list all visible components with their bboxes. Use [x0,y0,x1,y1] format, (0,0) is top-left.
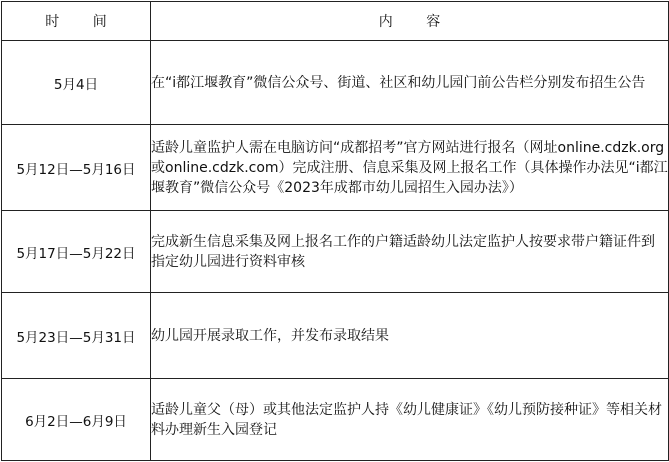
row-content: 适龄儿童监护人需在电脑访问“成都招考”官方网站进行报名（网址online.cdzk.org或online.cdzk.com）完成注册、信息采集及网上报名工作（具体操作办法见“i都江堰教育”微信公众号《2023年成都市幼儿园招生入园办法》） [151,125,669,211]
header-row [2,2,669,41]
header-time-char-1: 时 [45,14,60,30]
row-time: 6月2日—6月9日 [2,379,151,461]
header-content-char-1: 内 [378,14,393,30]
header-time [2,2,151,41]
table-row [2,125,669,211]
row-time: 5月17日—5月22日 [2,211,151,293]
row-content: 幼儿园开展录取工作，并发布录取结果 [151,293,669,379]
table-row [2,293,669,379]
row-time: 5月12日—5月16日 [2,125,151,211]
table-row [2,41,669,125]
table-row [2,211,669,293]
row-time: 5月23日—5月31日 [2,293,151,379]
header-content-char-2: 容 [426,14,441,30]
table-row [2,379,669,461]
row-content: 在“i都江堰教育”微信公众号、街道、社区和幼儿园门前公告栏分别发布招生公告 [151,41,669,125]
row-content: 适龄儿童父（母）或其他法定监护人持《幼儿健康证》《幼儿预防接种证》等相关材料办理新生入园登记 [151,379,669,461]
row-content: 完成新生信息采集及网上报名工作的户籍适龄幼儿法定监护人按要求带户籍证件到指定幼儿园进行资料审核 [151,211,669,293]
header-time-char-2: 间 [92,14,107,30]
enrollment-schedule-table [1,1,669,461]
row-time: 5月4日 [2,41,151,125]
header-content [151,2,669,41]
